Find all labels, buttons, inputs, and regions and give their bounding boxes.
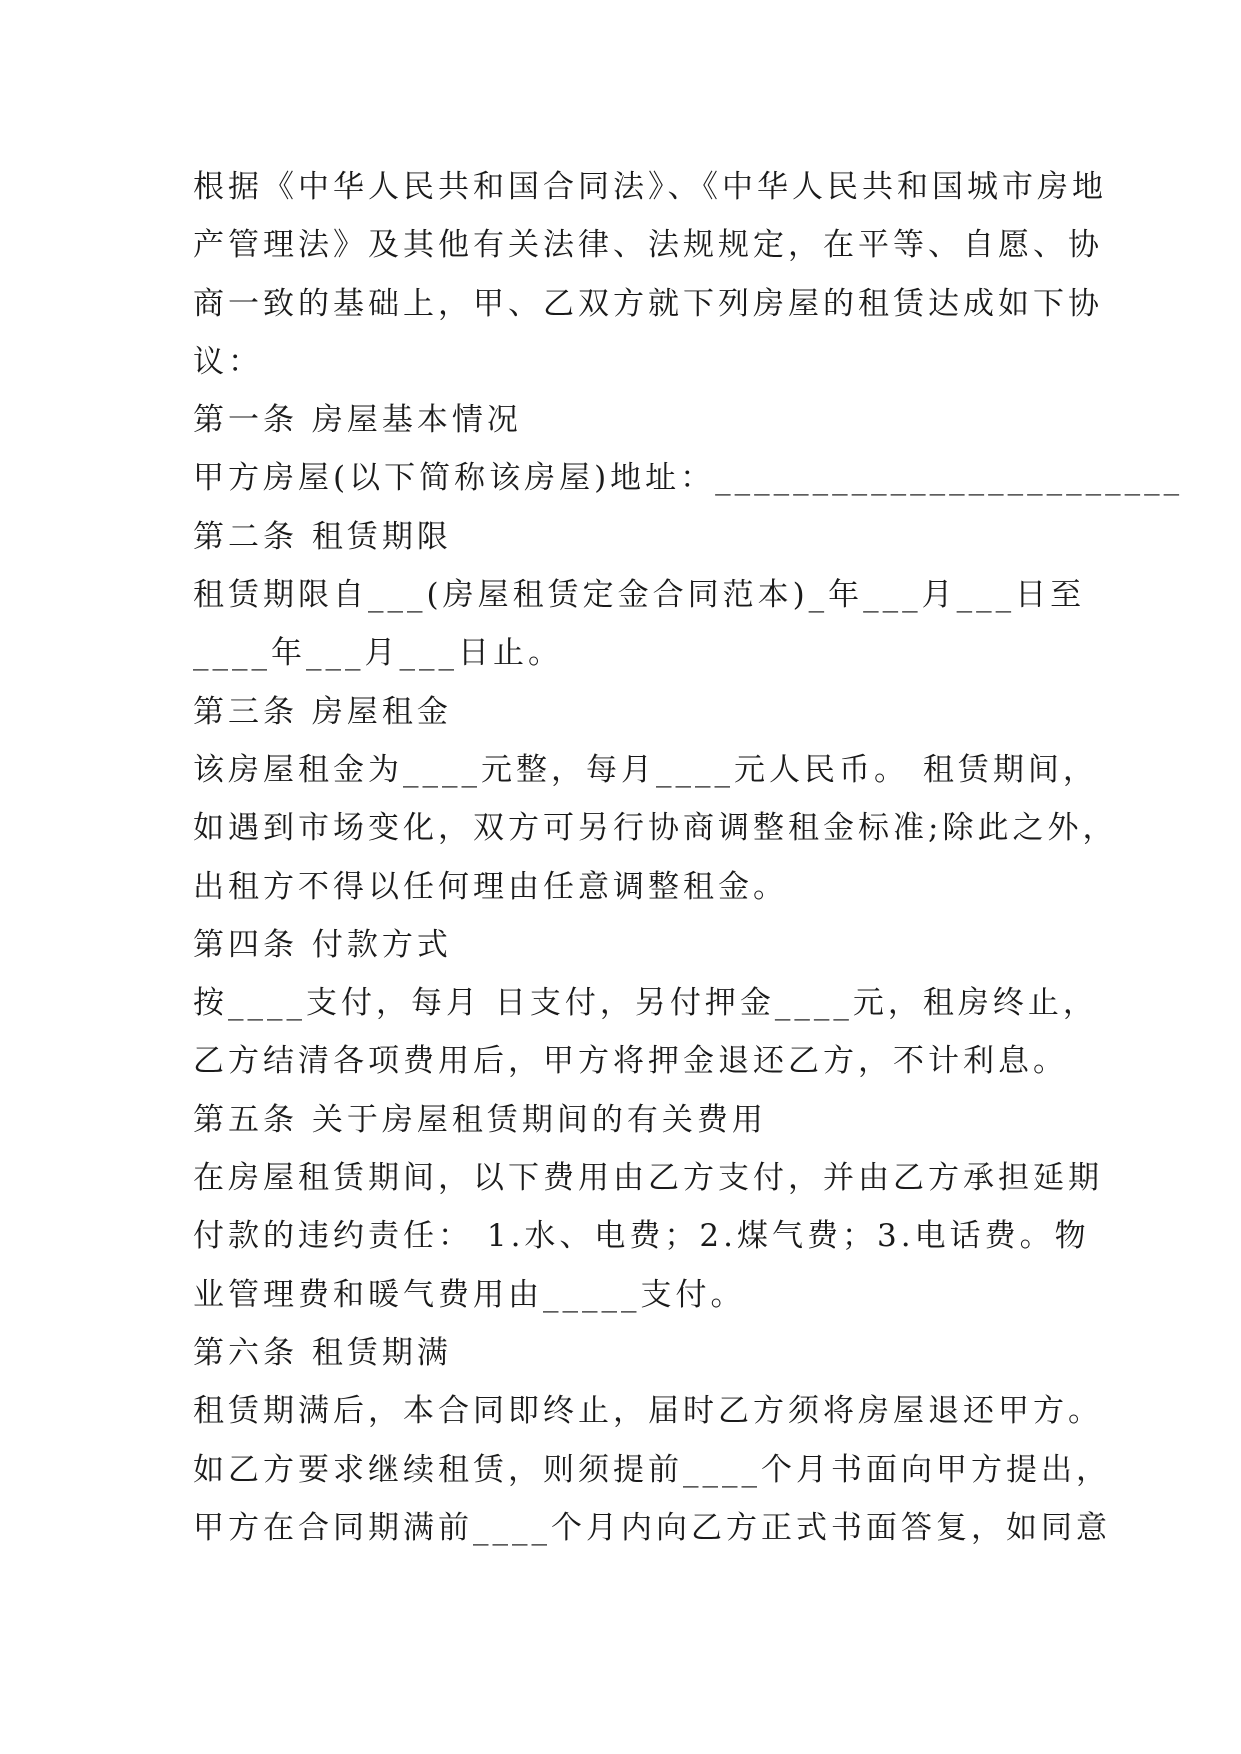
article-heading: 第二条 租赁期限 — [193, 518, 452, 555]
paragraph-line: 该房屋租金为____元整，每月____元人民币。 租赁期间， — [193, 751, 1098, 788]
paragraph-line: 出租方不得以任何理由任意调整租金。 — [193, 868, 788, 905]
paragraph-line: 租赁期满后，本合同即终止，届时乙方须将房屋退还甲方。 — [193, 1393, 1103, 1430]
document-body — [193, 158, 1184, 1557]
paragraph-line: ____年___月___日止。 — [193, 635, 563, 672]
paragraph-line: 业管理费和暖气费用由_____支付。 — [193, 1276, 746, 1313]
paragraph-line: 商一致的基础上，甲、乙双方就下列房屋的租赁达成如下协 — [193, 285, 1103, 322]
paragraph-line: 在房屋租赁期间，以下费用由乙方支付，并由乙方承担延期 — [193, 1160, 1103, 1197]
paragraph-line: 甲方在合同期满前____个月内向乙方正式书面答复，如同意 — [193, 1509, 1111, 1546]
paragraph-line: 根据《中华人民共和国合同法》、《中华人民共和国城市房地 — [193, 169, 1107, 205]
paragraph-line: 付款的违约责任： 1.水、电费；2.煤气费；3.电话费。物 — [193, 1218, 1090, 1255]
paragraph-line: 乙方结清各项费用后，甲方将押金退还乙方，不计利息。 — [193, 1043, 1068, 1080]
paragraph-line: 甲方房屋(以下简称该房屋)地址：________________________ — [193, 460, 1184, 497]
article-heading: 第五条 关于房屋租赁期间的有关费用 — [193, 1101, 767, 1138]
paragraph-line: 如乙方要求继续租赁，则须提前____个月书面向甲方提出， — [193, 1451, 1111, 1488]
paragraph-line: 产管理法》及其他有关法律、法规规定，在平等、自愿、协 — [193, 227, 1103, 264]
paragraph-line: 按____支付，每月 日支付，另付押金____元，租房终止， — [193, 985, 1098, 1022]
article-heading: 第三条 房屋租金 — [193, 693, 452, 730]
article-heading: 第六条 租赁期满 — [193, 1334, 452, 1371]
paragraph-line: 如遇到市场变化，双方可另行协商调整租金标准;除此之外， — [193, 810, 1118, 847]
article-heading: 第一条 房屋基本情况 — [193, 402, 522, 439]
article-heading: 第四条 付款方式 — [193, 926, 452, 963]
paragraph-line: 租赁期限自___(房屋租赁定金合同范本)_年___月___日至 — [193, 577, 1086, 614]
paragraph-line: 议： — [193, 343, 263, 380]
